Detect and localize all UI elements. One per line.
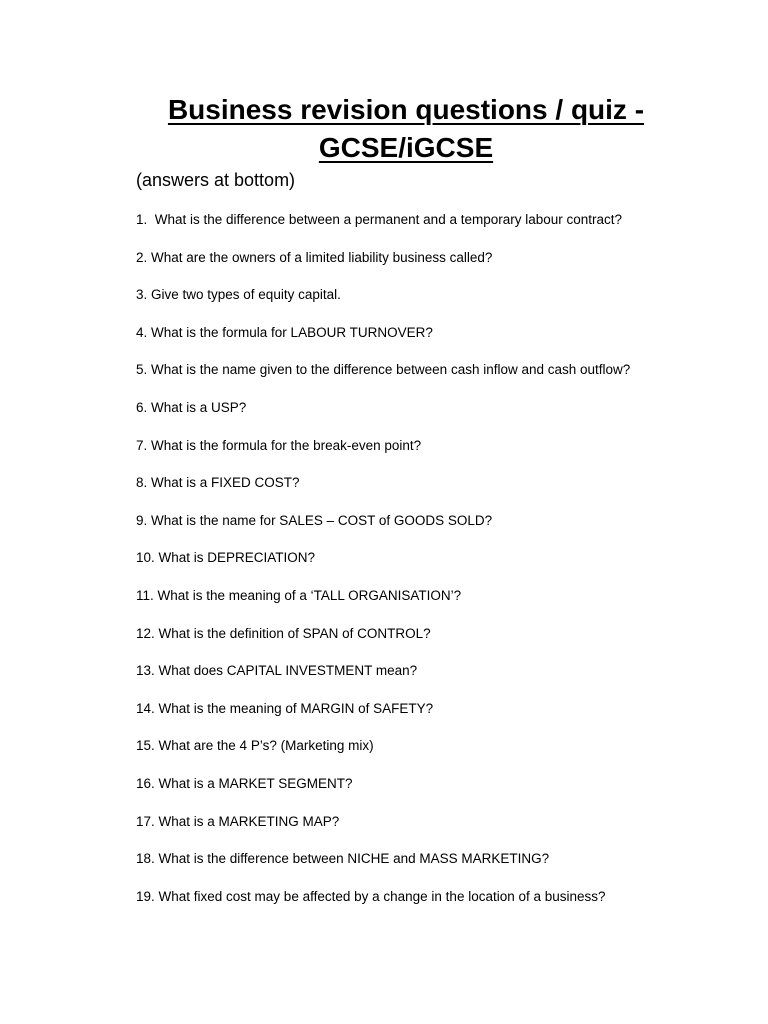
question-item: 14. What is the meaning of MARGIN of SAFETY?	[136, 700, 434, 716]
question-item: 19. What fixed cost may be affected by a change in the location of a business?	[136, 888, 606, 904]
question-item: 7. What is the formula for the break-even point?	[136, 437, 422, 453]
document-title-line-2: GCSE/iGCSE	[318, 132, 494, 163]
question-item: 12. What is the definition of SPAN of CONTROL?	[136, 625, 431, 641]
question-item: 8. What is a FIXED COST?	[136, 475, 300, 491]
question-item: 5. What is the name given to the difference between cash inflow and cash outflow?	[136, 362, 631, 378]
question-item: 9. What is the name for SALES – COST of GOODS SOLD?	[136, 512, 493, 528]
question-list	[136, 211, 630, 925]
question-item: 16. What is a MARKET SEGMENT?	[136, 775, 353, 791]
question-item: 10. What is DEPRECIATION?	[136, 550, 316, 566]
question-item: 15. What are the 4 P’s? (Marketing mix)	[136, 738, 374, 754]
question-item: 1. What is the difference between a permanent and a temporary labour contract?	[136, 212, 623, 227]
question-item: 4. What is the formula for LABOUR TURNOVER?	[136, 324, 433, 340]
question-item: 2. What are the owners of a limited liability business called?	[136, 249, 493, 265]
document-subtitle: (answers at bottom)	[136, 170, 296, 190]
question-item: 3. Give two types of equity capital.	[136, 287, 341, 303]
question-item: 11. What is the meaning of a ‘TALL ORGANISATION’?	[136, 587, 462, 603]
question-item: 13. What does CAPITAL INVESTMENT mean?	[136, 663, 418, 679]
question-item: 6. What is a USP?	[136, 399, 247, 415]
document-title-line-1: Business revision questions / quiz -	[167, 94, 645, 125]
question-item: 18. What is the difference between NICHE and MASS MARKETING?	[136, 851, 550, 867]
question-item: 17. What is a MARKETING MAP?	[136, 813, 340, 829]
